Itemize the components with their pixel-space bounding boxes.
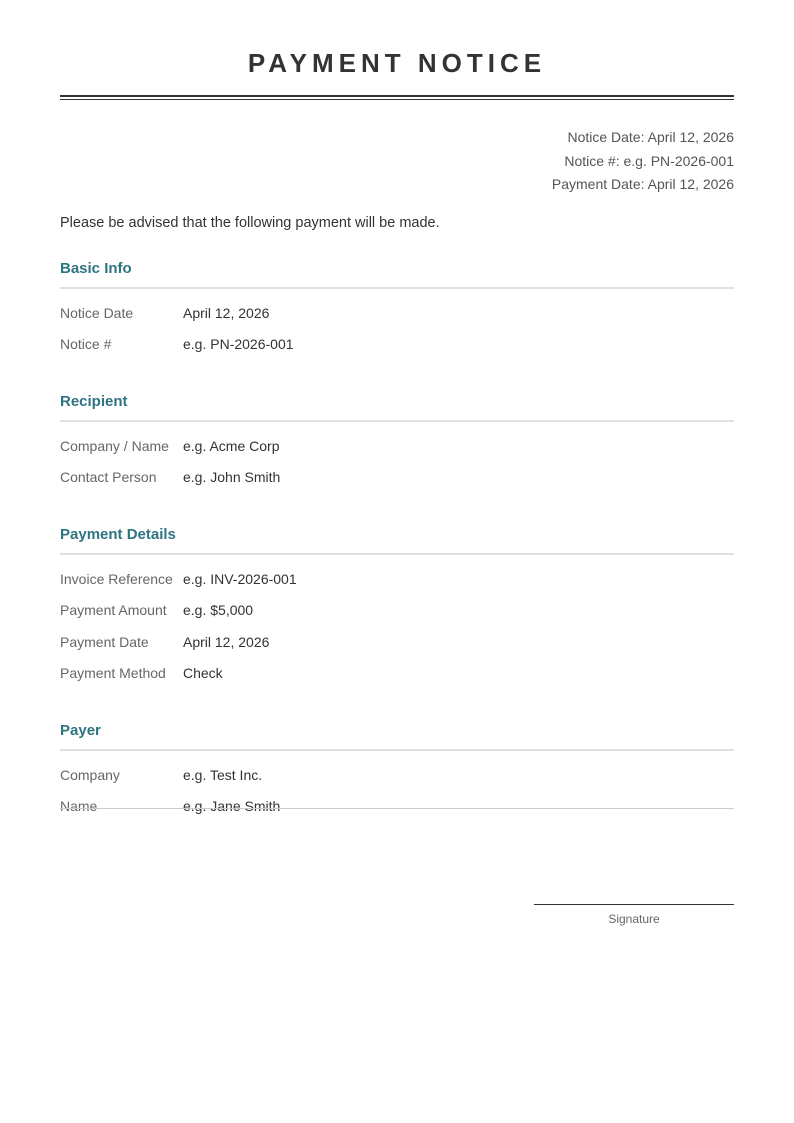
field-row — [60, 334, 734, 366]
meta-notice-number: Notice #: e.g. PN-2026-001 — [564, 152, 734, 169]
field-value: e.g. Test Inc. — [183, 766, 263, 783]
field-label: Company / Name — [60, 437, 169, 454]
signature-label: Signature — [608, 912, 660, 926]
meta-notice-date: Notice Date: April 12, 2026 — [567, 129, 734, 145]
field-label: Company — [60, 766, 120, 783]
field-row — [60, 765, 734, 797]
field-label: Notice Date — [60, 304, 134, 321]
field-value: e.g. Acme Corp — [183, 437, 280, 454]
section-title-payer: Payer — [60, 721, 734, 751]
field-value: e.g. John Smith — [183, 469, 281, 485]
section-payment-details — [60, 525, 734, 695]
field-label: Invoice Reference — [60, 570, 173, 587]
intro-text: Please be advised that the following payment will be made. — [60, 214, 440, 231]
notice-meta — [60, 126, 734, 197]
field-value: e.g. Jane Smith — [183, 798, 281, 814]
payer-rows — [60, 765, 734, 828]
field-value: April 12, 2026 — [183, 304, 270, 321]
field-value: Check — [183, 665, 223, 681]
field-row — [60, 663, 734, 695]
field-label: Payment Date — [60, 633, 149, 650]
section-title-basic-info: Basic Info — [60, 259, 734, 289]
section-recipient — [60, 392, 734, 499]
field-row — [60, 303, 734, 335]
title-double-rule — [60, 95, 734, 100]
basic-info-rows — [60, 303, 734, 366]
field-value: e.g. $5,000 — [183, 602, 254, 618]
field-row — [60, 436, 734, 468]
field-label: Contact Person — [60, 469, 157, 485]
section-payer — [60, 721, 734, 828]
meta-payment-date: Payment Date: April 12, 2026 — [551, 176, 734, 192]
field-row — [60, 796, 734, 828]
field-row — [60, 632, 734, 664]
signature-line — [534, 904, 734, 905]
field-label: Name — [60, 798, 98, 814]
recipient-rows — [60, 436, 734, 499]
document-title: PAYMENT NOTICE — [247, 48, 547, 78]
field-row — [60, 569, 734, 601]
signature-block — [534, 904, 734, 927]
field-row — [60, 467, 734, 499]
field-value: e.g. INV-2026-001 — [183, 570, 297, 587]
field-label: Payment Method — [60, 665, 166, 681]
section-title-payment-details: Payment Details — [60, 525, 734, 555]
closing-divider — [60, 808, 734, 809]
section-title-recipient: Recipient — [60, 392, 734, 422]
field-label: Payment Amount — [60, 602, 167, 618]
payment-details-rows — [60, 569, 734, 695]
field-value: April 12, 2026 — [183, 633, 270, 650]
section-basic-info — [60, 259, 734, 366]
field-label: Notice # — [60, 336, 112, 352]
field-row — [60, 600, 734, 632]
field-value: e.g. PN-2026-001 — [183, 336, 294, 352]
